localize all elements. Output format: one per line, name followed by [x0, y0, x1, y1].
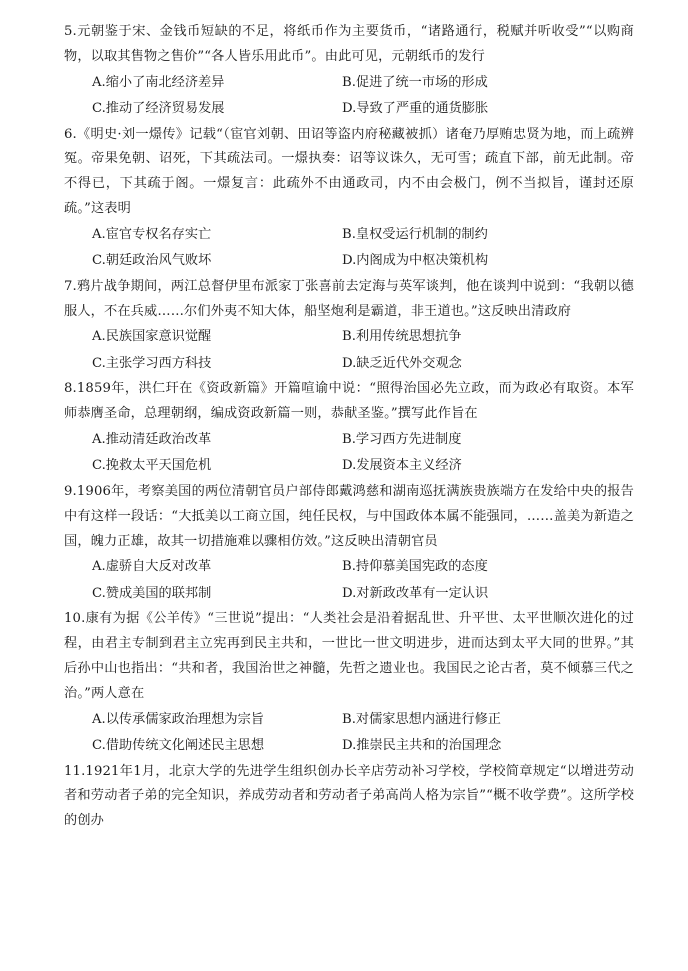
question-9	[64, 480, 634, 607]
option-b: B.促进了统一市场的形成	[342, 74, 488, 90]
option-a: A.推动清廷政治改革	[92, 431, 212, 447]
option-a: A.虚骄自大反对改革	[92, 559, 212, 575]
option-a: A.民族国家意识觉醒	[92, 329, 212, 345]
question-11	[64, 760, 634, 834]
option-d: D.缺乏近代外交观念	[342, 355, 462, 371]
question-6	[64, 123, 634, 275]
question-stem: 5.元朝鉴于宋、金钱币短缺的不足，将纸币作为主要货币，“诸路通行，税赋并听收受”“以购商物，以取其售物之售价”“各人皆乐用此币”。由此可见，元朝纸币的发行	[64, 24, 634, 64]
answer-options	[64, 70, 634, 123]
question-stem: 9.1906年，考察美国的两位清朝官员户部侍郎戴鸿慈和湖南巡抚满族贵族端方在发给中央的报告中有这样一段话：“大抵美以工商立国，纯任民权，与中国政体本属不能强同，……盖美为新造之国，魄力正雄，故其一切措施难以骤相仿效。”这反映出清朝官员	[64, 483, 634, 549]
option-a: A.以传承儒家政治理想为宗旨	[92, 711, 264, 727]
option-d: D.推崇民主共和的治国理念	[342, 738, 502, 754]
option-d: D.内阁成为中枢决策机构	[342, 253, 489, 269]
option-d: D.导致了严重的通货膨胀	[342, 101, 489, 117]
option-b: B.学习西方先进制度	[342, 431, 462, 447]
option-d: D.发展资本主义经济	[342, 458, 462, 474]
answer-options	[64, 427, 634, 480]
question-stem: 6.《明史·刘一燝传》记载“（宦官刘朝、田诏等盗内府秘藏被抓）诸奄乃厚贿忠贤为地，而上疏辨冤。帝果免朝、诏死，下其疏法司。一燝执奏：诏等议诛久，无可雪；疏直下部，前无此制。帝不得已，下其疏于阁。一燝复言：此疏外不由通政司，内不由会极门，例不当拟旨，谨封还原疏。”这表明	[64, 126, 634, 216]
option-b: B.皇权受运行机制的制约	[342, 226, 488, 242]
question-7	[64, 275, 634, 378]
option-c: C.借助传统文化阐述民主思想	[92, 738, 265, 754]
option-c: C.赞成美国的联邦制	[92, 585, 212, 601]
option-c: C.挽救太平天国危机	[92, 458, 212, 474]
question-stem: 7.鸦片战争期间，两江总督伊里布派家丁张喜前去定海与英军谈判，他在谈判中说到：“我朝以德服人，不在兵威……尔们外夷不知大体，船坚炮利是霸道，非王道也。”这反映出清政府	[64, 278, 634, 319]
question-8	[64, 377, 634, 480]
option-a: A.宦官专权名存实亡	[92, 226, 212, 242]
option-c: C.主张学习西方科技	[92, 355, 212, 371]
question-10	[64, 607, 634, 759]
option-c: C.推动了经济贸易发展	[92, 101, 225, 117]
question-5	[64, 20, 634, 123]
question-stem: 11.1921年1月，北京大学的先进学生组织创办长辛店劳动补习学校，学校简章规定“以增进劳动者和劳动者子弟的完全知识，养成劳动者和劳动者子弟高尚人格为宗旨”“概不收学费”。这所学校的创办	[64, 763, 634, 829]
option-d: D.对新政改革有一定认识	[342, 585, 489, 601]
option-b: B.持仰慕美国宪政的态度	[342, 559, 488, 575]
question-stem: 10.康有为据《公羊传》“三世说”提出：“人类社会是沿着据乱世、升平世、太平世顺次进化的过程，由君主专制到君主立宪再到民主共和，一世比一世文明进步，进而达到太平大同的世界。”其后孙中山也指出：“共和者，我国治世之神髓，先哲之遗业也。我国民之论古者，莫不倾慕三代之治。”两人意在	[64, 611, 634, 701]
answer-options	[64, 707, 634, 760]
answer-options	[64, 554, 634, 607]
option-a: A.缩小了南北经济差异	[92, 74, 225, 90]
option-c: C.朝廷政治风气败坏	[92, 253, 212, 269]
answer-options	[64, 222, 634, 275]
question-stem: 8.1859年，洪仁玕在《资政新篇》开篇喧谕中说：“照得治国必先立政，而为政必有取资。本军师恭膺圣命，总理朝纲，编成资政新篇一则，恭献圣鉴。”撰写此作旨在	[64, 381, 634, 422]
answer-options	[64, 324, 634, 377]
option-b: B.对儒家思想内涵进行修正	[342, 711, 501, 727]
option-b: B.利用传统思想抗争	[342, 329, 462, 345]
